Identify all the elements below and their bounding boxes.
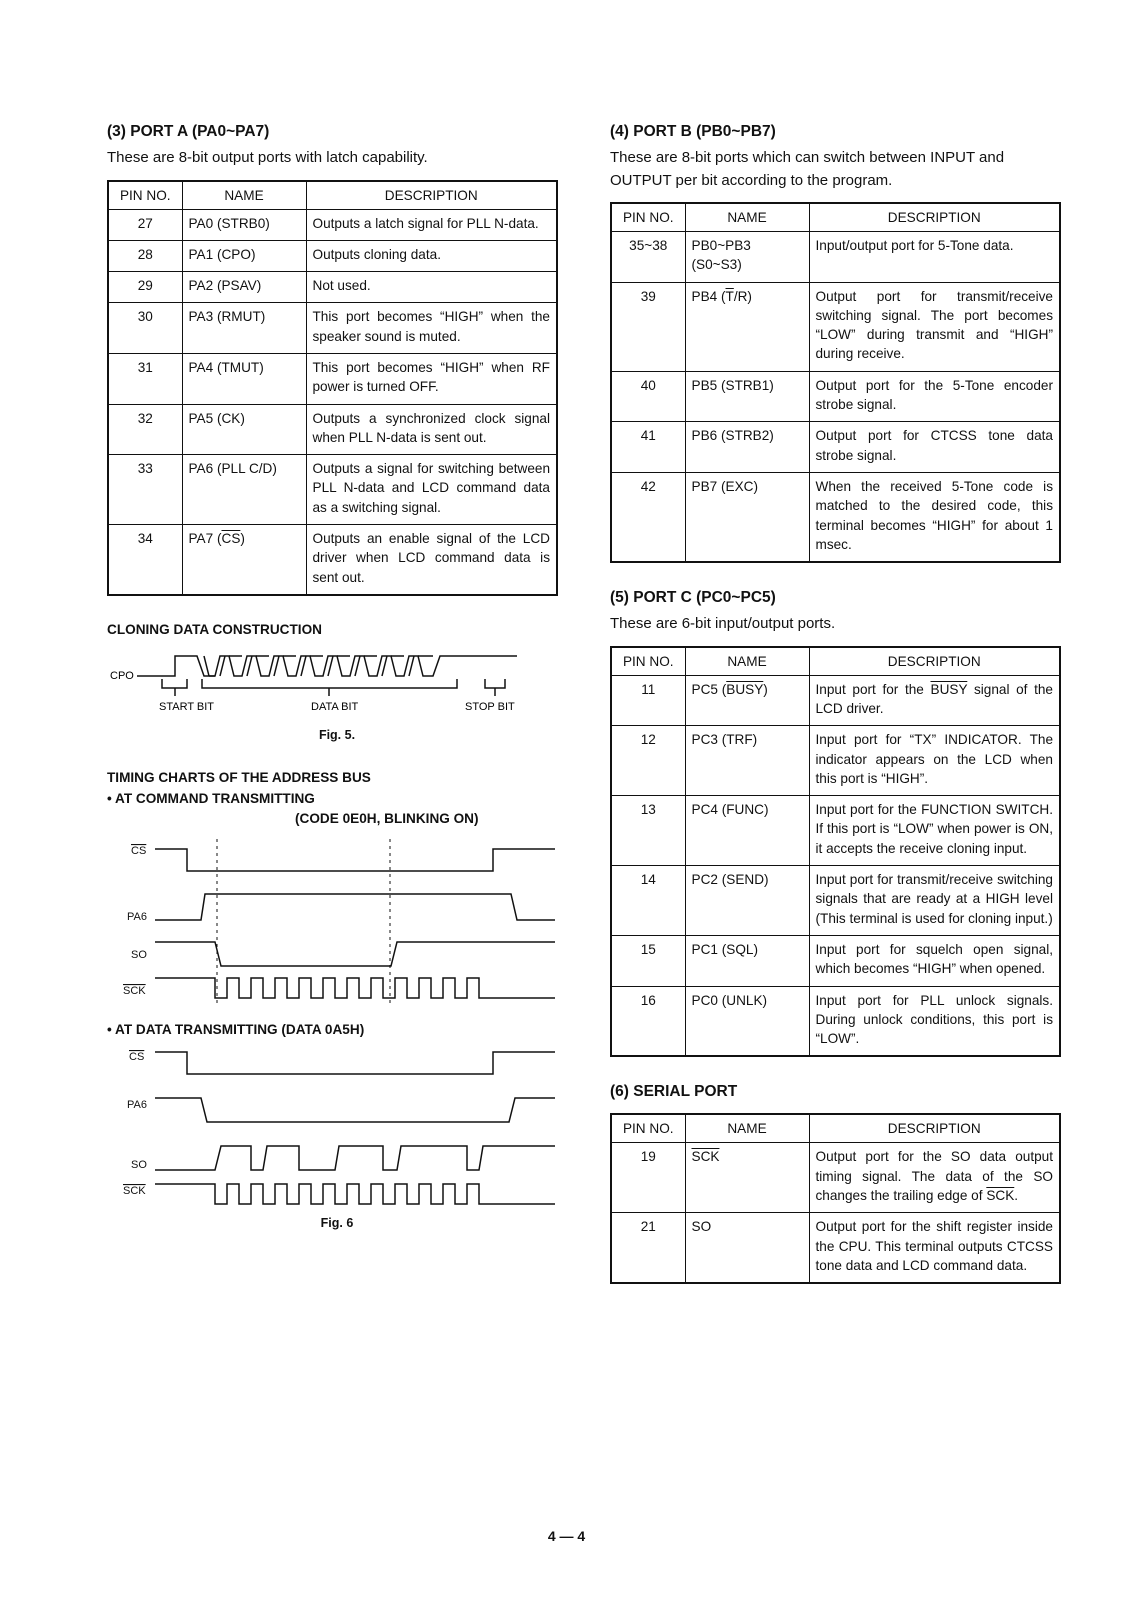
pin-number: 33 [108, 455, 182, 525]
pin-description: Outputs a synchronized clock signal when PLL N-data is sent out. [306, 404, 557, 455]
table-row [611, 1143, 1060, 1213]
serial-port-table [610, 1113, 1061, 1284]
header-pin-no: PIN NO. [611, 647, 685, 676]
port-a-table [107, 180, 558, 596]
pin-description: Outputs a signal for switching between PLL N-data and LCD command data as a switching signal. [306, 455, 557, 525]
pin-name: PB0~PB3 (S0~S3) [685, 232, 809, 283]
port-c-table [610, 646, 1061, 1058]
cloning-heading: CLONING DATA CONSTRUCTION [107, 621, 322, 637]
port-a-intro: These are 8-bit output ports with latch capability. [107, 149, 428, 166]
pin-name: PB5 (STRB1) [685, 371, 809, 422]
pin-number: 11 [611, 675, 685, 726]
pin-name: PA0 (STRB0) [182, 209, 306, 240]
table-row [611, 675, 1060, 726]
table-row [108, 525, 557, 595]
stop-bit-label: STOP BIT [465, 701, 515, 714]
data-timing-chart [107, 1042, 557, 1212]
table-header-row [611, 203, 1060, 232]
pin-description: Outputs a latch signal for PLL N-data. [306, 209, 557, 240]
pin-number: 12 [611, 726, 685, 796]
pin-description: This port becomes “HIGH” when RF power is turned OFF. [306, 353, 557, 404]
header-description: DESCRIPTION [809, 1114, 1060, 1143]
command-timing-chart [107, 834, 557, 1014]
pin-name: PC0 (UNLK) [685, 986, 809, 1056]
port-b-title: (4) PORT B (PB0~PB7) [610, 123, 776, 140]
pin-number: 32 [108, 404, 182, 455]
header-name: NAME [685, 647, 809, 676]
command-transmitting-heading: • AT COMMAND TRANSMITTING [107, 790, 315, 806]
table-row [108, 404, 557, 455]
pin-description: Input port for “TX” INDICATOR. The indicator appears on the LCD when this port is “HIGH”. [809, 726, 1060, 796]
pin-name: PA3 (RMUT) [182, 303, 306, 354]
port-a-title: (3) PORT A (PA0~PA7) [107, 123, 270, 140]
table-row [108, 455, 557, 525]
cpo-label: CPO [110, 670, 134, 683]
serial-port-title: (6) SERIAL PORT [610, 1083, 738, 1101]
header-description: DESCRIPTION [306, 181, 557, 210]
table-row [611, 282, 1060, 371]
header-pin-no: PIN NO. [611, 1114, 685, 1143]
pin-description: Input port for the BUSY signal of the LCD driver. [809, 675, 1060, 726]
header-name: NAME [685, 203, 809, 232]
pin-name: PA5 (CK) [182, 404, 306, 455]
pin-number: 27 [108, 209, 182, 240]
pin-description: Output port for the SO data output timing signal. The data of the SO changes the trailing edge of $\overline{SCK}$. [809, 1143, 1060, 1213]
pin-name: PC5 (BUSY) [685, 675, 809, 726]
pin-name: PC4 (FUNC) [685, 796, 809, 866]
pin-description: Outputs cloning data. [306, 240, 557, 271]
pin-description: Output port for the shift register inside the CPU. This terminal outputs CTCSS tone data and LCD command data. [809, 1213, 1060, 1283]
pin-name: PC3 (TRF) [685, 726, 809, 796]
left-column [107, 123, 567, 1230]
page-number: 4 — 4 [547, 1528, 586, 1544]
pin-description: This port becomes “HIGH” when the speaker sound is muted. [306, 303, 557, 354]
pin-description: When the received 5-Tone code is matched to the desired code, this terminal becomes “HIGH” for about 1 msec. [809, 472, 1060, 562]
pin-name: PC1 (SQL) [685, 935, 809, 986]
table-header-row [108, 181, 557, 210]
header-name: NAME [685, 1114, 809, 1143]
pin-number: 29 [108, 272, 182, 303]
table-header-row [611, 1114, 1060, 1143]
cloning-data-diagram [107, 646, 547, 726]
pin-description: Not used. [306, 272, 557, 303]
data-transmitting-heading: • AT DATA TRANSMITTING (DATA 0A5H) [107, 1021, 365, 1037]
right-column [610, 123, 1065, 1284]
pin-description: Input/output port for 5-Tone data. [809, 232, 1060, 283]
pin-number: 39 [611, 282, 685, 371]
pin-name: PB7 (EXC) [685, 472, 809, 562]
pin-description: Outputs an enable signal of the LCD driver when LCD command data is sent out. [306, 525, 557, 595]
start-bit-label: START BIT [159, 701, 215, 714]
pin-number: 21 [611, 1213, 685, 1283]
table-row [108, 209, 557, 240]
port-b-intro: These are 8-bit ports which can switch between INPUT and OUTPUT per bit according to the program. [610, 149, 1005, 189]
timing-heading: TIMING CHARTS OF THE ADDRESS BUS [107, 770, 371, 786]
pin-description: Input port for the FUNCTION SWITCH. If this port is “LOW” when power is ON, it accepts the receive cloning input. [809, 796, 1060, 866]
pin-number: 34 [108, 525, 182, 595]
pa6-label: PA6 [127, 910, 147, 923]
pin-description: Output port for CTCSS tone data strobe signal. [809, 422, 1060, 473]
pin-number: 30 [108, 303, 182, 354]
header-description: DESCRIPTION [809, 203, 1060, 232]
pin-description: Input port for squelch open signal, which becomes “HIGH” when opened. [809, 935, 1060, 986]
table-row [611, 1213, 1060, 1283]
pin-number: 14 [611, 866, 685, 936]
port-c-intro: These are 6-bit input/output ports. [610, 615, 836, 633]
table-row [611, 472, 1060, 562]
port-c-title: (5) PORT C (PC0~PC5) [610, 589, 776, 607]
pin-name: PA1 (CPO) [182, 240, 306, 271]
table-row [611, 726, 1060, 796]
cs-label: CS [129, 1050, 145, 1063]
table-row [108, 240, 557, 271]
pin-number: 16 [611, 986, 685, 1056]
header-pin-no: PIN NO. [611, 203, 685, 232]
data-bit-label: DATA BIT [311, 701, 359, 714]
table-row [611, 986, 1060, 1056]
pin-name: PC2 (SEND) [685, 866, 809, 936]
pin-number: 35~38 [611, 232, 685, 283]
table-row [108, 303, 557, 354]
table-row [108, 272, 557, 303]
fig-6-caption: Fig. 6 [320, 1215, 354, 1230]
table-row [611, 371, 1060, 422]
pa6-label: PA6 [127, 1098, 147, 1111]
pin-number: 28 [108, 240, 182, 271]
pin-number: 15 [611, 935, 685, 986]
pin-name: $\overline{SCK}$ [685, 1143, 809, 1213]
pin-number: 19 [611, 1143, 685, 1213]
header-pin-no: PIN NO. [108, 181, 182, 210]
header-name: NAME [182, 181, 306, 210]
pin-name: PA2 (PSAV) [182, 272, 306, 303]
pin-description: Input port for transmit/receive switching signals that are ready at a HIGH level (This terminal is used for cloning input.) [809, 866, 1060, 936]
table-row [611, 796, 1060, 866]
so-label: SO [131, 948, 147, 961]
pin-description: Output port for the 5-Tone encoder strobe signal. [809, 371, 1060, 422]
pin-number: 13 [611, 796, 685, 866]
pin-name: SO [685, 1213, 809, 1283]
table-row [108, 353, 557, 404]
table-row [611, 232, 1060, 283]
cs-label: CS [131, 844, 147, 857]
pin-number: 31 [108, 353, 182, 404]
pin-description: Output port for transmit/receive switching signal. The port becomes “LOW” during transmit and “HIGH” during receive. [809, 282, 1060, 371]
pin-number: 41 [611, 422, 685, 473]
pin-number: 42 [611, 472, 685, 562]
pin-name: PA6 (PLL C/D) [182, 455, 306, 525]
so-label: SO [131, 1158, 147, 1171]
sck-label: SCK [123, 984, 146, 997]
pin-name: PA4 (TMUT) [182, 353, 306, 404]
table-row [611, 935, 1060, 986]
pin-name: PB6 (STRB2) [685, 422, 809, 473]
pin-name: PA7 $(\overline{CS})$ [182, 525, 306, 595]
table-row [611, 422, 1060, 473]
pin-name: PB4 $(\overline{T}/R)$ [685, 282, 809, 371]
table-header-row [611, 647, 1060, 676]
pin-number: 40 [611, 371, 685, 422]
fig-5-caption: Fig. 5. [318, 728, 356, 743]
table-row [611, 866, 1060, 936]
command-code-subheading: (CODE 0E0H, BLINKING ON) [295, 811, 479, 827]
sck-label: SCK [123, 1184, 146, 1197]
header-description: DESCRIPTION [809, 647, 1060, 676]
pin-description: Input port for PLL unlock signals. During unlock conditions, this port is “LOW”. [809, 986, 1060, 1056]
port-b-table [610, 202, 1061, 563]
